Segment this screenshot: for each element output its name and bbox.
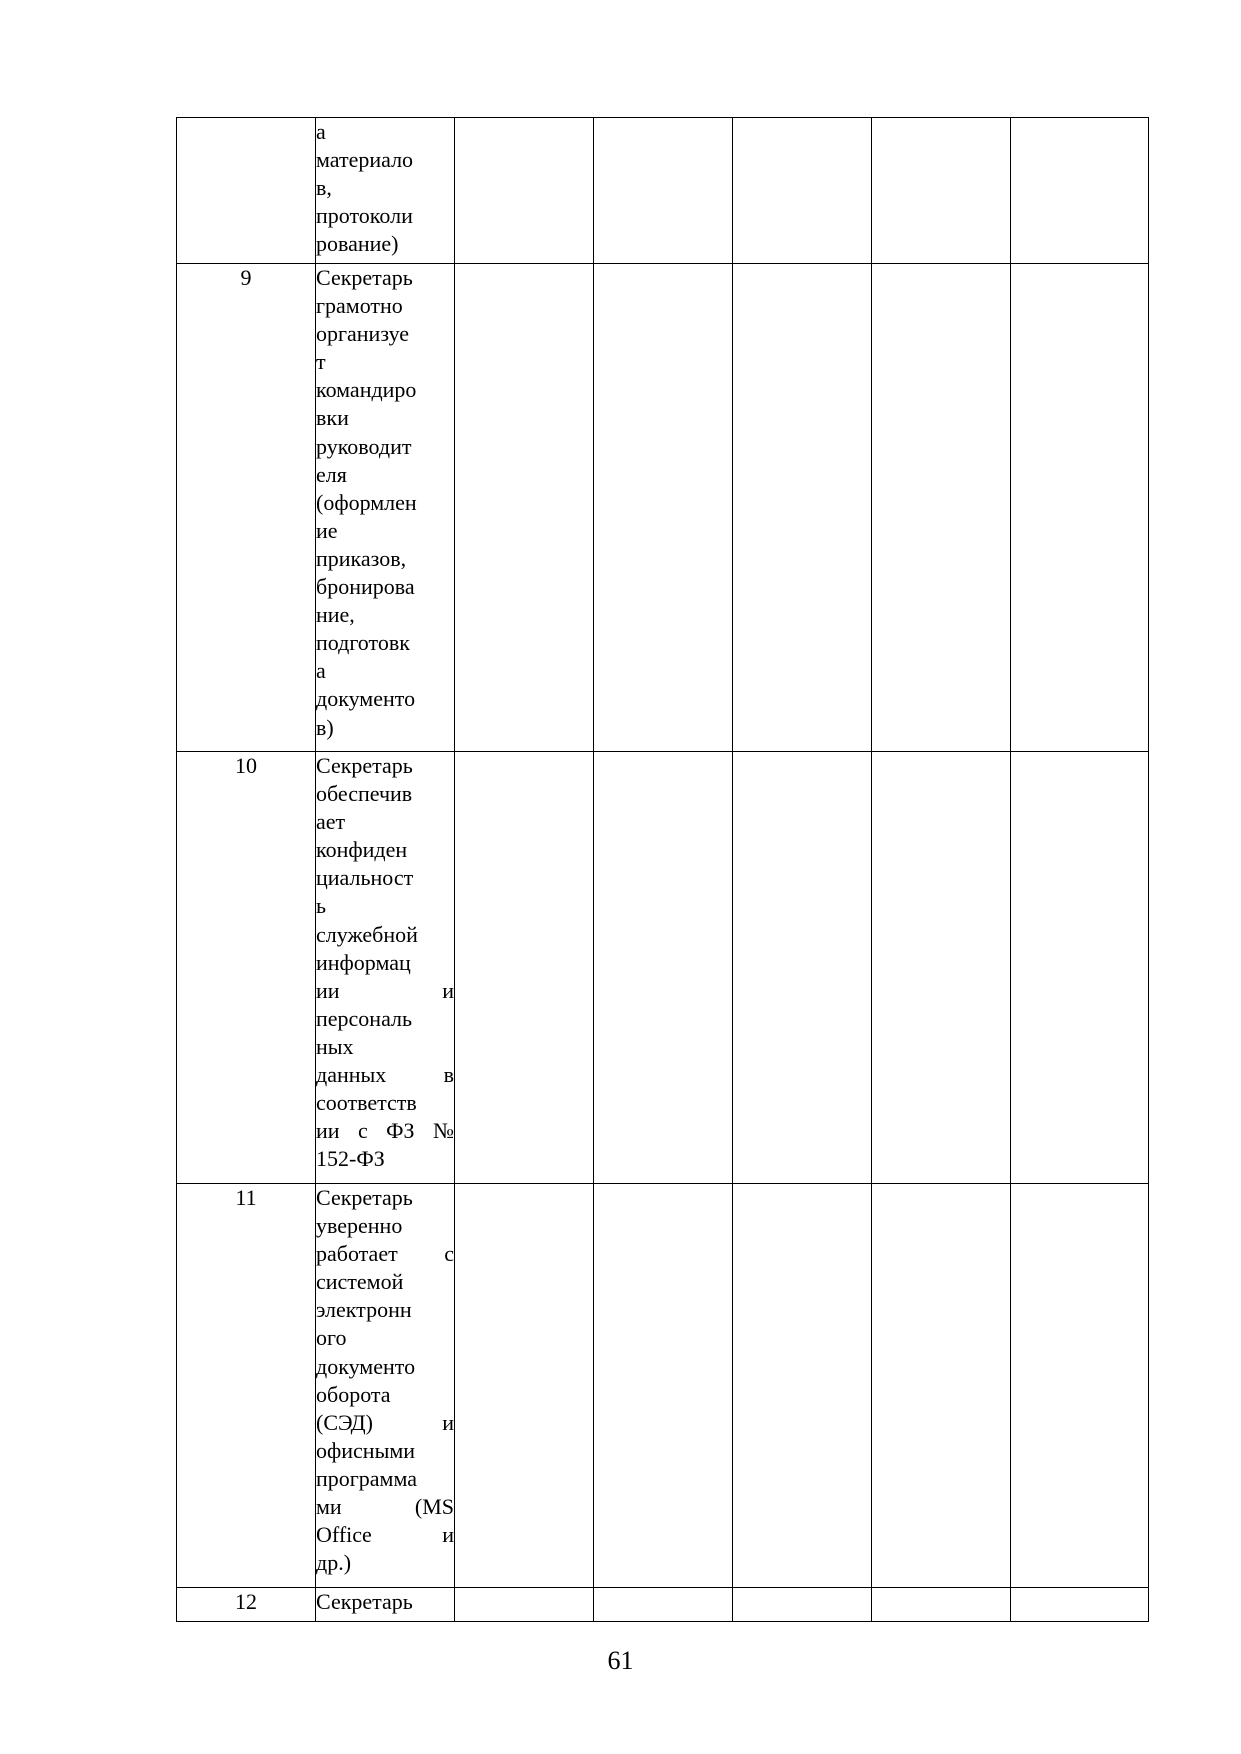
criterion-text-line: ние, — [316, 602, 355, 628]
table-row — [177, 1184, 1149, 1588]
empty-cell — [1011, 118, 1149, 264]
table-row — [177, 264, 1149, 752]
criterion-text-line: а — [316, 119, 326, 144]
empty-cell — [872, 1184, 1011, 1588]
criterion-text-line: бронирова — [316, 574, 415, 600]
criterion-text-line: электронн — [316, 1297, 412, 1323]
empty-cell — [1011, 752, 1149, 1184]
criterion-text-line: персональ — [316, 1005, 413, 1031]
empty-cell — [733, 752, 872, 1184]
empty-cell — [872, 118, 1011, 264]
empty-cell — [872, 752, 1011, 1184]
row-number-cell: 11 — [177, 1184, 316, 1588]
criterion-text-line: ии с ФЗ № — [316, 1118, 454, 1144]
criterion-text-line: Секретарь — [316, 1589, 413, 1614]
criterion-text-line: подготовк — [316, 630, 410, 656]
empty-cell — [733, 1184, 872, 1588]
criterion-text-line: Секретарь — [316, 265, 413, 290]
row-number-cell: 9 — [177, 264, 316, 752]
criterion-text-line: ь — [316, 893, 327, 919]
criterion-text-line: ных — [316, 1033, 354, 1059]
criterion-text-line: а — [316, 658, 326, 684]
empty-cell — [733, 118, 872, 264]
criterion-text-line: материало — [316, 147, 414, 173]
empty-cell — [455, 752, 594, 1184]
criterion-text-line: Office и — [316, 1522, 454, 1548]
criterion-text-line: уверенно — [316, 1213, 403, 1239]
criterion-text-line: данных в — [316, 1062, 454, 1088]
table-row — [177, 1588, 1149, 1622]
criterion-text-line: приказов, — [316, 545, 407, 571]
criterion-cell — [316, 1588, 455, 1622]
empty-cell — [594, 1588, 733, 1622]
empty-cell — [872, 264, 1011, 752]
empty-cell — [1011, 1588, 1149, 1622]
empty-cell — [872, 1588, 1011, 1622]
criterion-text-line: Секретарь — [316, 1185, 413, 1210]
criterion-text-line: служебной — [316, 921, 418, 947]
page-number: 61 — [607, 1646, 634, 1675]
criterion-text-line: грамотно — [316, 293, 403, 319]
empty-cell — [594, 264, 733, 752]
criterion-text-line: ми (MS — [316, 1494, 454, 1520]
criterion-cell — [316, 752, 455, 1184]
criterion-text-line: организуе — [316, 321, 410, 347]
criterion-text-line: командиро — [316, 377, 417, 403]
criterion-text-line: ает — [316, 809, 346, 835]
row-number-cell: 10 — [177, 752, 316, 1184]
criterion-text-line: конфиден — [316, 837, 408, 863]
criterion-text-line: рование) — [316, 231, 399, 257]
row-number-cell: 12 — [177, 1588, 316, 1622]
empty-cell — [594, 1184, 733, 1588]
empty-cell — [455, 118, 594, 264]
criterion-text-line: в) — [316, 714, 334, 740]
criterion-text-line: информац — [316, 949, 411, 975]
criterion-text-line: оборота — [316, 1381, 391, 1407]
criterion-text-line: ии и — [316, 977, 454, 1003]
criterion-text-line: руководит — [316, 433, 412, 459]
empty-cell — [455, 264, 594, 752]
criterion-text-line: в, — [316, 175, 332, 201]
criterion-text-line: Секретарь — [316, 753, 413, 778]
criterion-text-line: (СЭД) и — [316, 1409, 454, 1435]
criterion-text-line: работает с — [316, 1241, 454, 1267]
empty-cell — [594, 752, 733, 1184]
table-row — [177, 118, 1149, 264]
empty-cell — [594, 118, 733, 264]
criterion-text-line: вки — [316, 405, 349, 431]
empty-cell — [1011, 1184, 1149, 1588]
row-number-cell — [177, 118, 316, 264]
criterion-text-line: (оформлен — [316, 489, 417, 515]
criterion-text-line: протоколи — [316, 203, 413, 229]
criterion-text-line: документо — [316, 1353, 416, 1379]
criterion-cell — [316, 1184, 455, 1588]
criterion-text-line: т — [316, 349, 326, 375]
criterion-text-line: циальност — [316, 865, 414, 891]
empty-cell — [1011, 264, 1149, 752]
empty-cell — [455, 1588, 594, 1622]
table-row — [177, 752, 1149, 1184]
table-body — [177, 118, 1149, 1622]
criterion-text-line: системой — [316, 1269, 404, 1295]
criterion-cell — [316, 264, 455, 752]
criterion-text-line: еля — [316, 461, 347, 487]
criterion-text-line: ие — [316, 517, 338, 543]
criterion-text-line: др.) — [316, 1550, 352, 1576]
criterion-text-line: соответств — [316, 1090, 417, 1116]
evaluation-table — [176, 117, 1149, 1622]
criterion-cell — [316, 118, 455, 264]
criterion-text-line: обеспечив — [316, 781, 413, 807]
empty-cell — [733, 264, 872, 752]
empty-cell — [733, 1588, 872, 1622]
criterion-text-line: 152-ФЗ — [316, 1146, 385, 1172]
criterion-text-line: ого — [316, 1325, 347, 1351]
criterion-text-line: офисными — [316, 1437, 416, 1463]
empty-cell — [455, 1184, 594, 1588]
criterion-text-line: программа — [316, 1465, 418, 1491]
criterion-text-line: документо — [316, 686, 416, 712]
